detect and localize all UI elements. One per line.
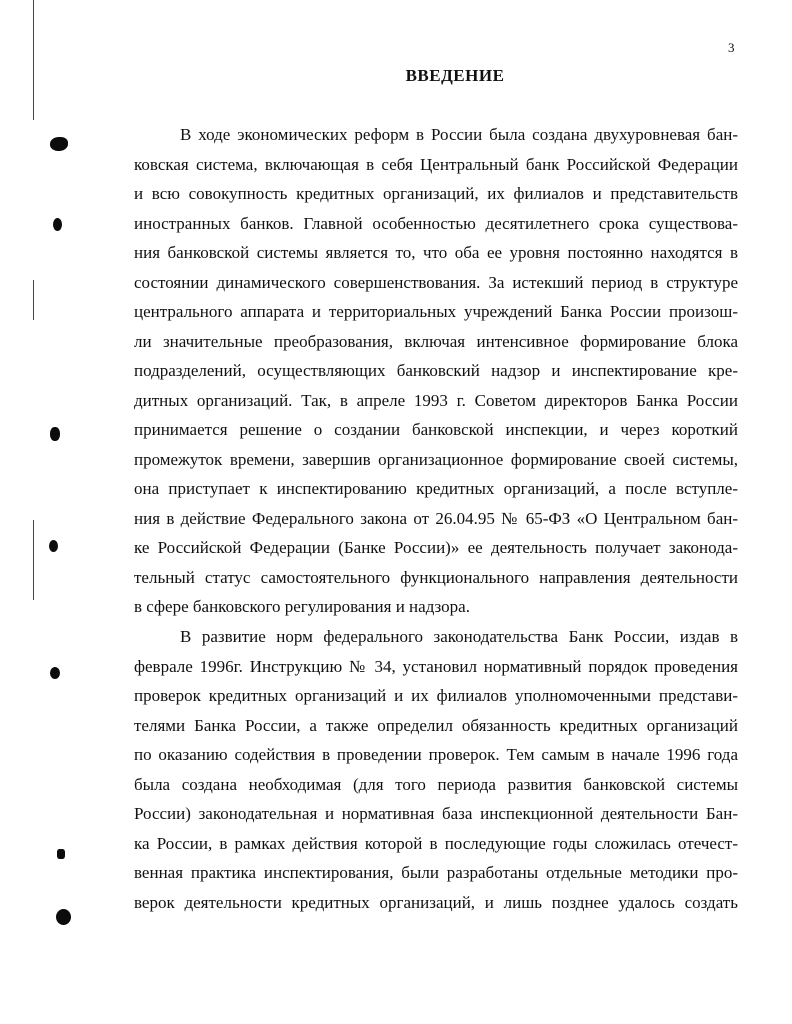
text-line: России) законодательная и нормативная база инспекционной деятельности Бан- [134,804,738,823]
text-line: промежуток времени, завершив организационное формирование своей системы, [134,449,738,469]
text-line: подразделений, осуществляющих банковский надзор и инспектирование кре- [134,361,738,380]
text-line: дитных организаций. Так, в апреле 1993 г. Советом директоров Банка России [134,390,738,410]
scan-edge-line [33,520,34,600]
text-line: верок деятельности кредитных организаций, и лишь позднее удалось создать [134,892,738,912]
punch-hole-mark [53,218,62,231]
text-line: иностранных банков. Главной особенностью десятилетнего срока существова- [134,213,738,233]
punch-hole-mark [57,849,65,859]
punch-hole-mark [50,667,60,679]
text-line: ковская система, включающая в себя Центральный банк Российской Федерации [134,154,738,174]
text-line: В ходе экономических реформ в России была создана двухуровневая бан- [180,125,738,144]
text-line: ния банковской системы является то, что оба ее уровня постоянно находятся в [134,243,738,262]
text-line: феврале 1996г. Инструкцию № 34, установил нормативный порядок проведения [134,656,738,676]
punch-hole-mark [56,909,71,925]
scan-edge-line [33,280,34,320]
paragraph-1 [134,120,738,622]
page-number: 3 [728,40,735,55]
text-line: состоянии динамического совершенствования. За истекший период в структуре [134,272,738,292]
punch-hole-mark [50,137,68,151]
text-line: она приступает к инспектированию кредитных организаций, а после вступле- [134,479,738,498]
text-line: проверок кредитных организаций и их филиалов уполномоченными представи- [134,686,738,705]
text-line: ка России, в рамках действия которой в последующие годы сложилась отечест- [134,833,738,853]
text-line: ли значительные преобразования, включая интенсивное формирование блока [134,331,738,351]
text-line: венная практика инспектирования, были разработаны отдельные методики про- [134,863,738,882]
text-line: ния в действие Федерального закона от 26.04.95 № 65-ФЗ «О Центральном бан- [134,508,738,528]
paragraph-2 [134,622,738,917]
scan-edge-line [33,0,34,120]
punch-hole-mark [49,540,58,552]
text-line: была создана необходимая (для того периода развития банковской системы [134,774,738,794]
text-line: ке Российской Федерации (Банке России)» ее деятельность получает законода- [134,538,738,557]
text-line: принимается решение о создании банковской инспекции, и через короткий [134,420,738,439]
text-line: телями Банка России, а также определил обязанность кредитных организаций [134,715,738,735]
text-line: В развитие норм федерального законодательства Банк России, издав в [180,627,738,646]
text-line: центрального аппарата и территориальных учреждений Банка России произош- [134,302,738,321]
punch-hole-mark [50,427,60,441]
text-line: в сфере банковского регулирования и надзора. [134,597,470,616]
text-line: по оказанию содействия в проведении проверок. Тем самым в начале 1996 года [134,745,738,764]
text-line: тельный статус самостоятельного функционального направления деятельности [134,567,738,587]
text-line: и всю совокупность кредитных организаций, их филиалов и представительств [134,184,738,203]
page-title: ВВЕДЕНИЕ [405,66,505,85]
